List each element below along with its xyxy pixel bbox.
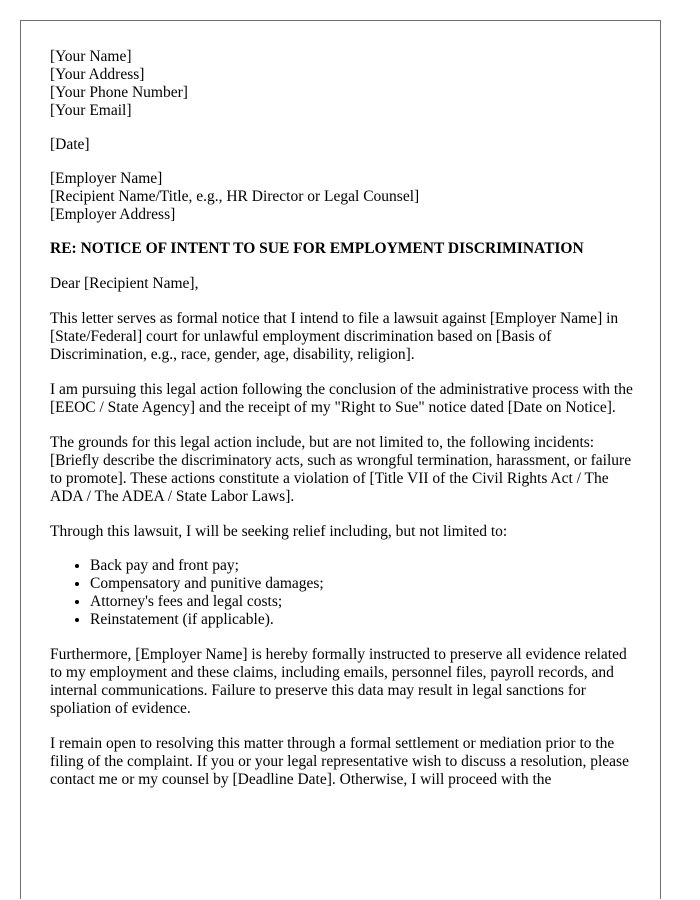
list-item: • Compensatory and punitive damages;: [90, 575, 640, 593]
salutation: Dear [Recipient Name],: [50, 275, 199, 292]
sender-block: [50, 48, 640, 120]
letter-body: [50, 48, 640, 789]
paragraph-intent: This letter serves as formal notice that I intend to file a lawsuit against [Employer Name] in [State/Federal] court for unlawful employment discrimination based on [Basis of Discrimination, e.g., race, gender, age, disability, religion].: [50, 310, 619, 363]
subject-line: RE: NOTICE OF INTENT TO SUE FOR EMPLOYMENT DISCRIMINATION: [50, 240, 584, 257]
letter-date: [Date]: [50, 136, 90, 153]
list-item: • Back pay and front pay;: [90, 557, 640, 575]
list-item: • Attorney's fees and legal costs;: [90, 593, 640, 611]
sender-phone: [Your Phone Number]: [50, 84, 188, 101]
letter-page: [20, 20, 661, 899]
date-block: [50, 136, 640, 154]
sender-email: [Your Email]: [50, 102, 132, 119]
recipient-block: [50, 170, 640, 224]
paragraph-grounds: The grounds for this legal action include, but are not limited to, the following incidents: [Briefly describe the discriminatory acts, such as wrongful termination, harassment, or failure to promote]. These actions constitute a violation of [Title VII of the Civil Rights Act / The ADA / The ADEA / State Labor Laws].: [50, 434, 632, 505]
paragraph-preservation: Furthermore, [Employer Name] is hereby formally instructed to preserve all evidence related to my employment and these claims, including emails, personnel files, payroll records, and internal communications. Failure to preserve this data may result in legal sanctions for spoliation of evidence.: [50, 646, 627, 717]
list-item: • Reinstatement (if applicable).: [90, 611, 640, 629]
paragraph-settlement: I remain open to resolving this matter through a formal settlement or mediation prior to the filing of the complaint. If you or your legal representative wish to discuss a resolution, please contact me or my counsel by [Deadline Date]. Otherwise, I will proceed with the: [50, 735, 629, 788]
paragraph-administrative-process: I am pursuing this legal action following the conclusion of the administrative process with the [EEOC / State Agency] and the receipt of my "Right to Sue" notice dated [Date on Notice].: [50, 381, 633, 416]
recipient-employer-name: [Employer Name]: [50, 170, 163, 187]
recipient-employer-address: [Employer Address]: [50, 206, 176, 223]
recipient-title: [Recipient Name/Title, e.g., HR Director or Legal Counsel]: [50, 188, 420, 205]
paragraph-relief-intro: Through this lawsuit, I will be seeking relief including, but not limited to:: [50, 523, 508, 540]
sender-address: [Your Address]: [50, 66, 145, 83]
relief-list: [50, 557, 640, 629]
sender-name: [Your Name]: [50, 48, 132, 65]
